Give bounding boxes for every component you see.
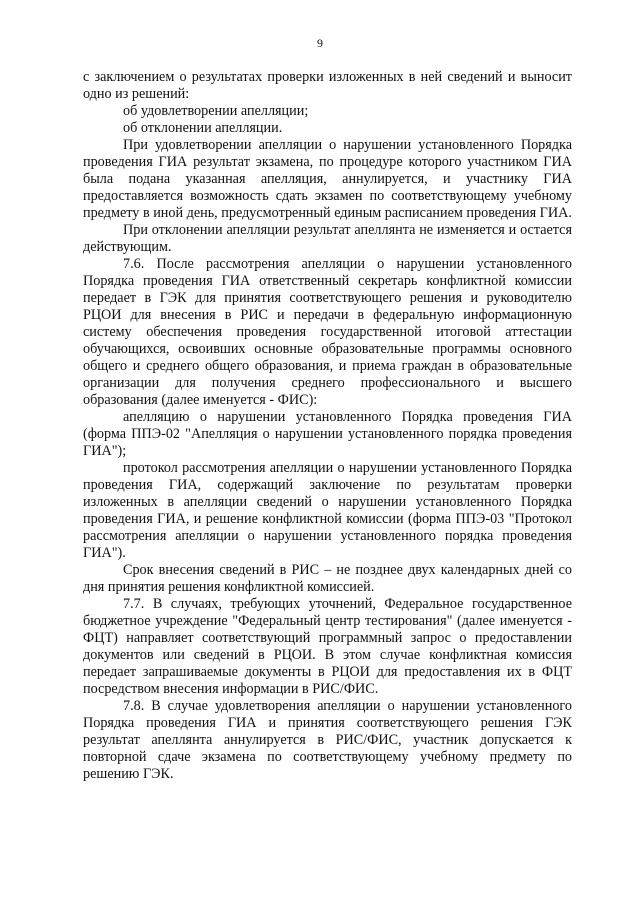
paragraph-clause-7-8: 7.8. В случае удовлетворения апелляции о нарушении установленного Порядка проведения ГИА и принятия соответствующего решения ГЭК результат апеллянта аннулируется в РИС/ФИС, участник допускается к повторной сдаче экзамена по соответствующему учебному предмету по решению ГЭК. (83, 698, 572, 782)
paragraph-item-protocol-form: протокол рассмотрения апелляции о нарушении установленного Порядка проведения ГИА, содержащий заключение по результатам проверки изложенных в апелляции сведений о нарушении установленного Порядка проведения ГИА, и решение конфликтной комиссии (форма ППЭ-03 "Протокол рассмотрения апелляции о нарушении установленного порядка проведения ГИА"). (83, 460, 572, 561)
paragraph-clause-7-7: 7.7. В случаях, требующих уточнений, Федеральное государственное бюджетное учреждение "Федеральный центр тестирования" (далее именуется - ФЦТ) направляет соответствующий программный запрос о предоставлении документов или сведений в РЦОИ. В этом случае конфликтная комиссия передает запрашиваемые документы в РЦОИ для предоставления их в ФЦТ посредством внесения информации в РИС/ФИС. (83, 596, 572, 697)
page-number: 9 (317, 36, 323, 50)
paragraph-deadline: Срок внесения сведений в РИС – не позднее двух календарных дней со дня принятия решения конфликтной комиссией. (83, 562, 572, 595)
paragraph-rejection-consequence: При отклонении апелляции результат апеллянта не изменяется и остается действующим. (83, 222, 572, 255)
paragraph-continuation: с заключением о результатах проверки изложенных в ней сведений и выносит одно из решений: (83, 69, 572, 102)
paragraph-clause-7-6: 7.6. После рассмотрения апелляции о нарушении установленного Порядка проведения ГИА ответственный секретарь конфликтной комиссии передает в ГЭК для принятия соответствующего решения и руководителю РЦОИ для внесения в РИС и передачи в федеральную информационную систему обеспечения проведения государственной итоговой аттестации обучающихся, освоивших основные образовательные программы основного общего и среднего общего образования, и приема граждан в образовательные организации для получения среднего профессионального и высшего образования (далее именуется - ФИС): (83, 256, 572, 408)
paragraph-option-approve: об удовлетворении апелляции; (123, 103, 309, 119)
paragraph-option-reject: об отклонении апелляции. (123, 120, 283, 136)
paragraph-approval-consequence: При удовлетворении апелляции о нарушении установленного Порядка проведения ГИА результат экзамена, по процедуре которого участником ГИА была подана указанная апелляция, аннулируется, и участнику ГИА предоставляется возможность сдать экзамен по соответствующему учебному предмету в иной день, предусмотренный единым расписанием проведения ГИА. (83, 137, 572, 221)
document-body (83, 69, 572, 783)
paragraph-item-appeal-form: апелляцию о нарушении установленного Порядка проведения ГИА (форма ППЭ-02 "Апелляция о нарушении установленного порядка проведения ГИА"); (83, 409, 572, 459)
